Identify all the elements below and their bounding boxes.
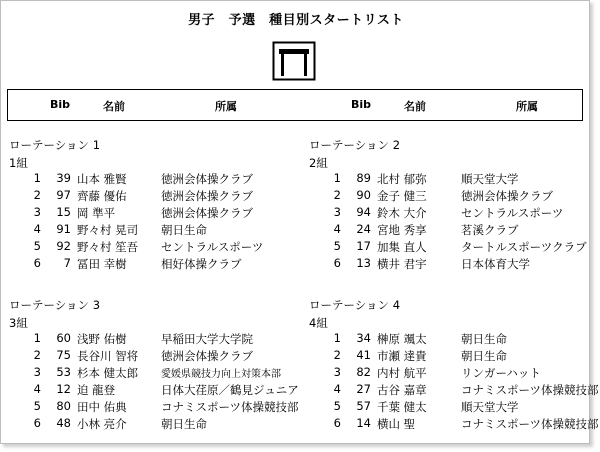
athlete-row bbox=[309, 222, 599, 240]
athlete-name: 横井 君宇 bbox=[377, 257, 427, 271]
athlete-name: 横山 聖 bbox=[377, 417, 416, 431]
rotation-label: ローテーション 1 bbox=[9, 138, 101, 152]
header-team-left: 所属 bbox=[215, 100, 237, 113]
athlete-name: 岡 準平 bbox=[77, 206, 116, 220]
rotation-section bbox=[9, 137, 299, 277]
header-name-left: 名前 bbox=[103, 100, 125, 113]
start-order: 4 bbox=[33, 382, 41, 396]
athlete-name: 杉本 健太郎 bbox=[77, 366, 139, 380]
team-name: 徳洲会体操クラブ bbox=[161, 206, 253, 220]
athlete-row bbox=[9, 399, 299, 417]
bib-number: 75 bbox=[56, 348, 71, 362]
athlete-row bbox=[9, 222, 299, 240]
athlete-name: 古谷 嘉章 bbox=[377, 383, 427, 397]
bib-number: 15 bbox=[56, 205, 71, 219]
bib-number: 90 bbox=[356, 188, 371, 202]
start-order: 6 bbox=[33, 256, 41, 270]
athlete-row bbox=[309, 171, 599, 189]
start-order: 4 bbox=[333, 222, 341, 236]
bib-number: 17 bbox=[356, 239, 371, 253]
team-name: コナミスポーツ体操競技部 bbox=[461, 417, 599, 431]
start-order: 1 bbox=[333, 331, 341, 345]
bib-number: 7 bbox=[63, 256, 71, 270]
athlete-name: 鈴木 大介 bbox=[377, 206, 427, 220]
team-name: 愛媛県競技力向上対策本部 bbox=[161, 369, 281, 380]
athlete-name: 金子 健三 bbox=[377, 189, 427, 203]
bib-number: 12 bbox=[56, 382, 71, 396]
athlete-name: 野々村 笙吾 bbox=[77, 240, 139, 254]
athlete-row bbox=[309, 188, 599, 206]
athlete-row bbox=[9, 205, 299, 223]
start-order: 2 bbox=[333, 348, 341, 362]
bib-number: 41 bbox=[356, 348, 371, 362]
group-label: 2組 bbox=[309, 156, 328, 170]
team-name: 茗溪クラブ bbox=[461, 223, 519, 237]
athlete-name: 迫 龍登 bbox=[77, 383, 116, 397]
athlete-row bbox=[9, 256, 299, 274]
athlete-row bbox=[309, 416, 599, 434]
bib-number: 97 bbox=[56, 188, 71, 202]
bib-number: 53 bbox=[56, 365, 71, 379]
athlete-name: 小林 亮介 bbox=[77, 417, 127, 431]
header-bib-right: Bib bbox=[351, 98, 372, 111]
athlete-name: 市瀬 達貴 bbox=[377, 349, 427, 363]
athlete-row bbox=[9, 188, 299, 206]
athlete-name: 田中 佑典 bbox=[77, 400, 127, 414]
athlete-name: 長谷川 智将 bbox=[77, 349, 139, 363]
team-name: 徳洲会体操クラブ bbox=[461, 189, 553, 203]
bib-number: 91 bbox=[56, 222, 71, 236]
team-name: 徳洲会体操クラブ bbox=[161, 189, 253, 203]
team-name: タートルスポーツクラブ bbox=[461, 240, 587, 254]
bib-number: 27 bbox=[356, 382, 371, 396]
athlete-row bbox=[9, 348, 299, 366]
team-name: 順天堂大学 bbox=[461, 172, 519, 186]
athlete-row bbox=[309, 382, 599, 400]
start-order: 2 bbox=[333, 188, 341, 202]
bib-number: 39 bbox=[56, 171, 71, 185]
athlete-row bbox=[309, 205, 599, 223]
team-name: 日体大荏原／鶴見ジュニア bbox=[161, 383, 299, 397]
rotation-section bbox=[9, 297, 299, 437]
start-order: 5 bbox=[333, 239, 341, 253]
bib-number: 82 bbox=[356, 365, 371, 379]
start-order: 1 bbox=[33, 171, 41, 185]
athlete-row bbox=[9, 331, 299, 349]
start-order: 5 bbox=[33, 399, 41, 413]
team-name: セントラルスポーツ bbox=[461, 206, 564, 220]
start-order: 3 bbox=[333, 205, 341, 219]
bib-number: 57 bbox=[356, 399, 371, 413]
athlete-name: 浅野 佑樹 bbox=[77, 332, 127, 346]
athlete-row bbox=[309, 256, 599, 274]
athlete-row bbox=[309, 239, 599, 257]
bib-number: 48 bbox=[56, 416, 71, 430]
athlete-name: 北村 郁弥 bbox=[377, 172, 427, 186]
team-name: 徳洲会体操クラブ bbox=[161, 349, 253, 363]
start-order: 6 bbox=[333, 416, 341, 430]
bib-number: 89 bbox=[356, 171, 371, 185]
start-order: 1 bbox=[33, 331, 41, 345]
athlete-row bbox=[9, 382, 299, 400]
start-order: 1 bbox=[333, 171, 341, 185]
team-name: 朝日生命 bbox=[161, 223, 207, 237]
rotation-section bbox=[309, 137, 599, 277]
start-order: 2 bbox=[33, 348, 41, 362]
athlete-name: 冨田 幸樹 bbox=[77, 257, 127, 271]
athlete-name: 野々村 晃司 bbox=[77, 223, 139, 237]
bib-number: 80 bbox=[56, 399, 71, 413]
header-team-right: 所属 bbox=[516, 100, 538, 113]
bib-number: 34 bbox=[356, 331, 371, 345]
team-name: 日本体育大学 bbox=[461, 257, 530, 271]
team-name: コナミスポーツ体操競技部 bbox=[161, 400, 299, 414]
column-header-bar bbox=[7, 89, 583, 121]
athlete-row bbox=[309, 348, 599, 366]
header-name-right: 名前 bbox=[404, 100, 426, 113]
team-name: リンガーハット bbox=[461, 366, 541, 380]
team-name: 朝日生命 bbox=[161, 417, 207, 431]
start-order: 5 bbox=[33, 239, 41, 253]
athlete-name: 山本 雅賢 bbox=[77, 172, 127, 186]
bib-number: 13 bbox=[356, 256, 371, 270]
rotation-label: ローテーション 4 bbox=[309, 298, 401, 312]
start-order: 4 bbox=[33, 222, 41, 236]
group-label: 1組 bbox=[9, 156, 28, 170]
athlete-name: 榊原 颯太 bbox=[377, 332, 427, 346]
athlete-row bbox=[9, 171, 299, 189]
bib-number: 14 bbox=[356, 416, 371, 430]
team-name: 徳洲会体操クラブ bbox=[161, 172, 253, 186]
start-order: 5 bbox=[333, 399, 341, 413]
team-name: 早稲田大学大学院 bbox=[161, 332, 253, 346]
page-title: 男子 予選 種目別スタートリスト bbox=[188, 13, 404, 28]
bib-number: 94 bbox=[356, 205, 371, 219]
athlete-row bbox=[309, 399, 599, 417]
team-name: 朝日生命 bbox=[461, 332, 507, 346]
athlete-row bbox=[309, 331, 599, 349]
group-label: 3組 bbox=[9, 316, 28, 330]
start-order: 3 bbox=[333, 365, 341, 379]
athlete-row bbox=[9, 416, 299, 434]
athlete-row bbox=[309, 365, 599, 383]
bib-number: 92 bbox=[56, 239, 71, 253]
team-name: セントラルスポーツ bbox=[161, 240, 264, 254]
athlete-name: 千葉 健太 bbox=[377, 400, 427, 414]
start-order: 3 bbox=[33, 365, 41, 379]
start-order: 4 bbox=[333, 382, 341, 396]
start-order: 6 bbox=[33, 416, 41, 430]
bib-number: 24 bbox=[356, 222, 371, 236]
rotation-section bbox=[309, 297, 599, 437]
rotation-label: ローテーション 3 bbox=[9, 298, 101, 312]
parallel-bars-icon bbox=[272, 41, 316, 81]
start-order: 2 bbox=[33, 188, 41, 202]
athlete-name: 宮地 秀享 bbox=[377, 223, 427, 237]
athlete-name: 齊藤 優佑 bbox=[77, 189, 127, 203]
rotation-label: ローテーション 2 bbox=[309, 138, 401, 152]
team-name: 順天堂大学 bbox=[461, 400, 519, 414]
bib-number: 60 bbox=[56, 331, 71, 345]
athlete-name: 内村 航平 bbox=[377, 366, 427, 380]
team-name: 朝日生命 bbox=[461, 349, 507, 363]
team-name: コナミスポーツ体操競技部 bbox=[461, 383, 599, 397]
group-label: 4組 bbox=[309, 316, 328, 330]
athlete-name: 加集 直人 bbox=[377, 240, 427, 254]
athlete-row bbox=[9, 239, 299, 257]
start-order: 3 bbox=[33, 205, 41, 219]
start-order: 6 bbox=[333, 256, 341, 270]
athlete-row bbox=[9, 365, 299, 383]
header-bib-left: Bib bbox=[50, 98, 71, 111]
team-name: 相好体操クラブ bbox=[161, 257, 242, 271]
